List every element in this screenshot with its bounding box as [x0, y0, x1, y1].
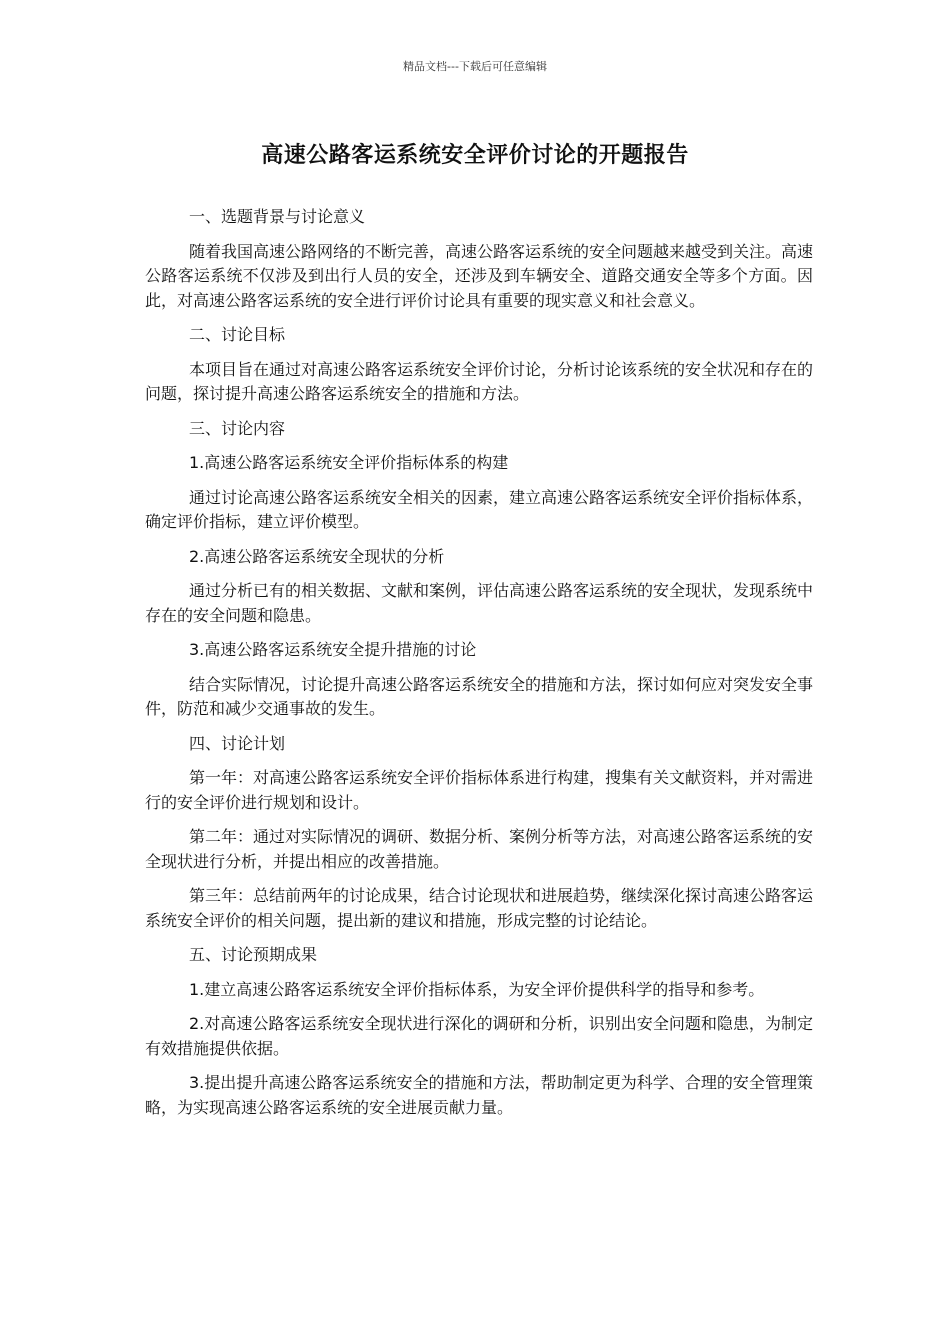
section-heading-background: 一、选题背景与讨论意义 — [189, 207, 366, 226]
document-body — [145, 205, 813, 1130]
paragraph-plan-year-3: 第三年：总结前两年的讨论成果，结合讨论现状和进展趋势，继续深化探讨高速公路客运系统安全评价的相关问题，提出新的建议和措施，形成完整的讨论结论。 — [145, 886, 814, 930]
document-title: 高速公路客运系统安全评价讨论的开题报告 — [261, 143, 689, 168]
section-heading-content: 三、讨论内容 — [189, 418, 286, 438]
subheading-index-system: 1.高速公路客运系统安全评价指标体系的构建 — [189, 453, 509, 472]
subheading-status-analysis: 2.高速公路客运系统安全现状的分析 — [189, 546, 445, 566]
section-heading-outcomes: 五、讨论预期成果 — [189, 945, 318, 964]
paragraph-outcome-3: 3.提出提升高速公路客运系统安全的措施和方法，帮助制定更为科学、合理的安全管理策略，为实现高速公路客运系统的安全进展贡献力量。 — [145, 1073, 813, 1117]
paragraph-outcome-1: 1.建立高速公路客运系统安全评价指标体系，为安全评价提供科学的指导和参考。 — [189, 979, 765, 999]
paragraph-background: 随着我国高速公路网络的不断完善，高速公路客运系统的安全问题越来越受到关注。高速公路客运系统不仅涉及到出行人员的安全，还涉及到车辆安全、道路交通安全等多个方面。因此，对高速公路客运系统的安全进行评价讨论具有重要的现实意义和社会意义。 — [145, 241, 814, 310]
paragraph-plan-year-1: 第一年：对高速公路客运系统安全评价指标体系进行构建，搜集有关文献资料，并对需进行的安全评价进行规划和设计。 — [145, 768, 814, 812]
section-heading-goals: 二、讨论目标 — [189, 325, 286, 344]
subheading-improvement: 3.高速公路客运系统安全提升措施的讨论 — [189, 640, 477, 659]
paragraph-status-analysis: 通过分析已有的相关数据、文献和案例，评估高速公路客运系统的安全现状，发现系统中存在的安全问题和隐患。 — [145, 581, 814, 625]
paragraph-improvement: 结合实际情况，讨论提升高速公路客运系统安全的措施和方法，探讨如何应对突发安全事件，防范和减少交通事故的发生。 — [145, 674, 814, 718]
paragraph-index-system: 通过讨论高速公路客运系统安全相关的因素，建立高速公路客运系统安全评价指标体系，确定评价指标，建立评价模型。 — [145, 487, 814, 531]
paragraph-goals: 本项目旨在通过对高速公路客运系统安全评价讨论，分析讨论该系统的安全状况和存在的问题，探讨提升高速公路客运系统安全的措施和方法。 — [145, 359, 814, 403]
page-header-watermark: 精品文档---下载后可任意编辑 — [403, 60, 547, 73]
paragraph-outcome-2: 2.对高速公路客运系统安全现状进行深化的调研和分析，识别出安全问题和隐患，为制定有效措施提供依据。 — [145, 1014, 813, 1058]
paragraph-plan-year-2: 第二年：通过对实际情况的调研、数据分析、案例分析等方法，对高速公路客运系统的安全现状进行分析，并提出相应的改善措施。 — [145, 827, 814, 871]
section-heading-plan: 四、讨论计划 — [189, 733, 286, 753]
